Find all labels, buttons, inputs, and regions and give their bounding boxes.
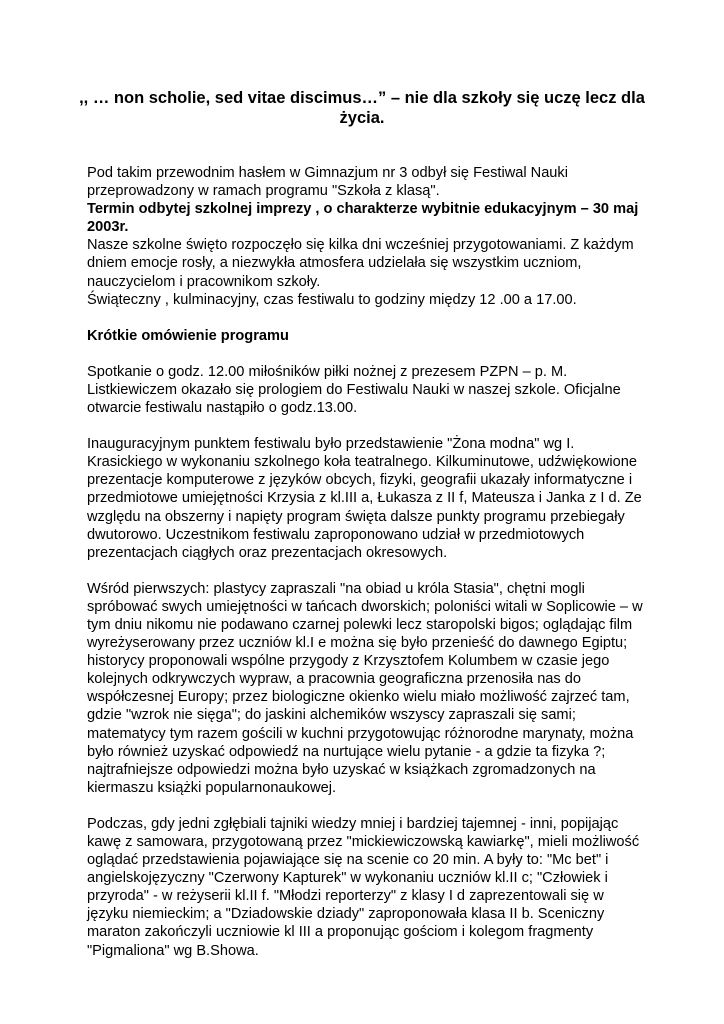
spacer: [87, 417, 647, 435]
document-body: [87, 164, 647, 960]
paragraph-opening: Spotkanie o godz. 12.00 miłośników piłki nożnej z prezesem PZPN – p. M. Listkiewiczem okazało się prologiem do Festiwalu Nauki w naszej szkole. Oficjalne otwarcie festiwalu nastąpiło o godz.13.00.: [87, 363, 621, 417]
intro-line-preparations: Nasze szkolne święto rozpoczęło się kilka dni wcześniej przygotowaniami. Z każdym dniem emocje rosły, a niezwykła atmosfera udzielała się wszystkim uczniom, nauczycielom i pracownikom szkoły.: [87, 237, 634, 290]
intro-date-bold: Termin odbytej szkolnej imprezy , o charakterze wybitnie edukacyjnym – 30 maj 2003r.: [87, 201, 639, 236]
intro-line-hours: Świąteczny , kulminacyjny, czas festiwalu to godziny między 12 .00 a 17.00.: [87, 291, 577, 308]
spacer: [87, 345, 647, 363]
spacer: [87, 309, 647, 327]
spacer: [87, 562, 647, 580]
paragraph-inauguration: Inauguracyjnym punktem festiwalu było przedstawienie "Żona modna" wg I. Krasickiego w wykonaniu szkolnego koła teatralnego. Kilkuminutowe, udźwiękowione prezentacje komputerowe z języków obcych, fizyki, geografii ukazały informatyczne i przedmiotowe umiejętności Krzysia z kl.III a, Łukasza z II f, Mateusza i Janka z I d. Ze względu na obszerny i napięty program święta dalsze punkty programu przebiegały dwutorowo. Uczestnikom festiwalu zaproponowano udział w przedmiotowych prezentacjach ciągłych oraz prezentacjach okresowych.: [87, 436, 642, 561]
paragraph-performances: Podczas, gdy jedni zgłębiali tajniki wiedzy mniej i bardziej tajemnej - inni, popijając kawę z samowara, przygotowaną przez "mickiewiczowską kawiarkę", mieli możliwość oglądać przedstawienia pojawiające się na scenie co 20 min. A były to: "Mc bet" i angielskojęzyczny "Czerwony Kapturek" w wykonaniu uczniów kl.II c; "Człowiek i przyroda" - w reżyserii kl.II f. "Młodzi reporterzy" z klasy I d zaprezentowali się w języku niemieckim; a "Dziadowskie dziady" zaproponowała klasa II b. Sceniczny maraton zakończyli uczniowie kl III a proponując gościom i kolegom fragmenty "Pigmaliona" wg B.Showa.: [87, 815, 640, 959]
intro-line-festival: Pod takim przewodnim hasłem w Gimnazjum nr 3 odbył się Festiwal Nauki przeprowadzony w ramach programu "Szkoła z klasą".: [87, 165, 568, 200]
paragraph-presentations: Wśród pierwszych: plastycy zapraszali "na obiad u króla Stasia", chętni mogli spróbować swych umiejętności w tańcach dworskich; poloniści witali w Soplicowie – w tym dniu nikomu nie podawano czarnej polewki lecz staropolski bigos; oglądając film wyreżyserowany przez uczniów kl.I e można się było przenieść do dawnego Egiptu; historycy proponowali wspólne przygody z Krzysztofem Kolumbem w czasie jego kolejnych odkrywczych wypraw, a pracownia geograficzna przenosiła nas do współczesnej Europy; przez biologiczne okienko wielu miało możliwość zajrzeć tam, gdzie "wzrok nie sięga"; do jaskini alchemików wszyscy zapraszali się sami; matematycy tym razem gościli w kuchni przygotowując różnorodne marynaty, można było również uzyskać odpowiedź na nurtujące wielu pytanie - a gdzie ta fizyka ?; najtrafniejsze odpowiedzi można było uzyskać w książkach zgromadzonych na kiermaszu książki popularnonaukowej.: [87, 580, 643, 796]
section-heading: Krótkie omówienie programu: [87, 327, 289, 344]
intro-paragraph: [87, 164, 647, 309]
document-title: ,, … non scholie, sed vitae discimus…” – nie dla szkoły się uczę lecz dla życia.: [79, 89, 645, 127]
spacer: [87, 797, 647, 815]
